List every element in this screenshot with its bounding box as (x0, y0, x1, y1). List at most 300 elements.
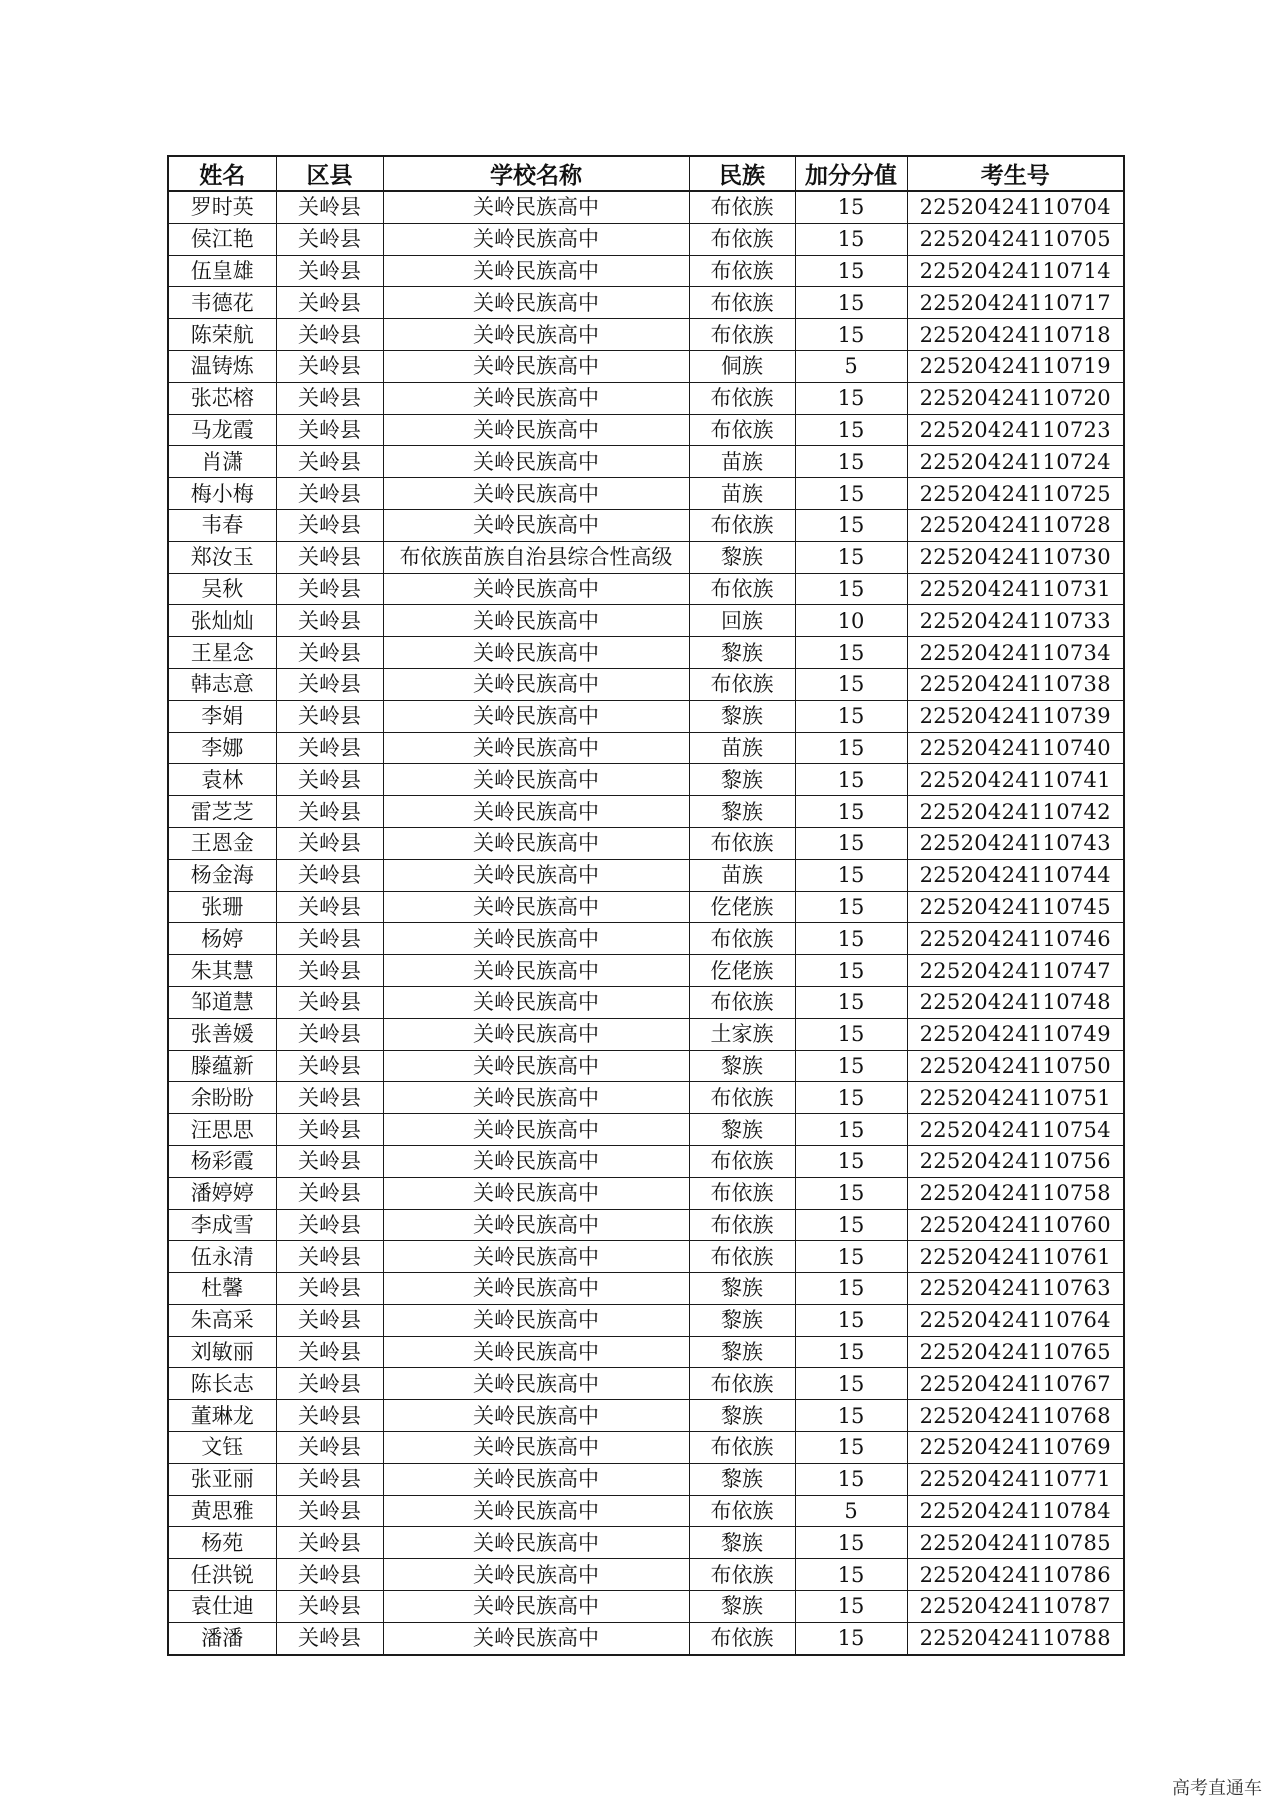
table-row (168, 1304, 1124, 1336)
column-header-bonus: 加分分值 (795, 156, 907, 191)
cell-ethnicity: 布依族 (689, 1082, 795, 1114)
cell-name: 梅小梅 (168, 478, 276, 510)
cell-name: 陈长志 (168, 1368, 276, 1400)
cell-exam-id: 22520424110720 (907, 382, 1124, 414)
cell-ethnicity: 布依族 (689, 1241, 795, 1273)
cell-ethnicity: 布依族 (689, 287, 795, 319)
cell-bonus: 15 (795, 255, 907, 287)
cell-county: 关岭县 (276, 1304, 383, 1336)
cell-bonus: 15 (795, 891, 907, 923)
column-header-county: 区县 (276, 156, 383, 191)
cell-school: 关岭民族高中 (383, 1082, 689, 1114)
cell-bonus: 15 (795, 1304, 907, 1336)
cell-exam-id: 22520424110756 (907, 1145, 1124, 1177)
table-row (168, 923, 1124, 955)
cell-exam-id: 22520424110749 (907, 1018, 1124, 1050)
cell-county: 关岭县 (276, 605, 383, 637)
cell-exam-id: 22520424110786 (907, 1559, 1124, 1591)
cell-ethnicity: 布依族 (689, 1622, 795, 1654)
cell-exam-id: 22520424110748 (907, 986, 1124, 1018)
cell-school: 关岭民族高中 (383, 1177, 689, 1209)
table-row (168, 637, 1124, 669)
table-row (168, 191, 1124, 223)
table-row (168, 859, 1124, 891)
cell-school: 关岭民族高中 (383, 1209, 689, 1241)
cell-exam-id: 22520424110761 (907, 1241, 1124, 1273)
table-row (168, 986, 1124, 1018)
cell-bonus: 15 (795, 1018, 907, 1050)
cell-ethnicity: 黎族 (689, 1400, 795, 1432)
cell-bonus: 15 (795, 541, 907, 573)
cell-name: 潘潘 (168, 1622, 276, 1654)
cell-county: 关岭县 (276, 478, 383, 510)
table-row (168, 668, 1124, 700)
cell-county: 关岭县 (276, 446, 383, 478)
watermark: 高考直通车 (1172, 1778, 1262, 1799)
cell-school: 关岭民族高中 (383, 382, 689, 414)
cell-bonus: 15 (795, 1145, 907, 1177)
cell-county: 关岭县 (276, 287, 383, 319)
cell-name: 杨彩霞 (168, 1145, 276, 1177)
cell-name: 李娜 (168, 732, 276, 764)
cell-exam-id: 22520424110750 (907, 1050, 1124, 1082)
cell-exam-id: 22520424110744 (907, 859, 1124, 891)
cell-county: 关岭县 (276, 1145, 383, 1177)
cell-exam-id: 22520424110764 (907, 1304, 1124, 1336)
cell-exam-id: 22520424110767 (907, 1368, 1124, 1400)
cell-bonus: 15 (795, 637, 907, 669)
cell-bonus: 15 (795, 1400, 907, 1432)
cell-county: 关岭县 (276, 891, 383, 923)
cell-exam-id: 22520424110725 (907, 478, 1124, 510)
cell-school: 关岭民族高中 (383, 796, 689, 828)
cell-name: 肖潇 (168, 446, 276, 478)
cell-name: 张灿灿 (168, 605, 276, 637)
cell-ethnicity: 黎族 (689, 637, 795, 669)
cell-bonus: 15 (795, 732, 907, 764)
cell-school: 关岭民族高中 (383, 478, 689, 510)
cell-exam-id: 22520424110754 (907, 1114, 1124, 1146)
cell-bonus: 15 (795, 1114, 907, 1146)
cell-bonus: 15 (795, 1177, 907, 1209)
cell-county: 关岭县 (276, 509, 383, 541)
cell-county: 关岭县 (276, 1591, 383, 1623)
cell-exam-id: 22520424110719 (907, 350, 1124, 382)
table-row (168, 700, 1124, 732)
cell-ethnicity: 黎族 (689, 700, 795, 732)
cell-school: 关岭民族高中 (383, 605, 689, 637)
cell-school: 关岭民族高中 (383, 732, 689, 764)
table-row (168, 573, 1124, 605)
cell-name: 韦春 (168, 509, 276, 541)
cell-name: 黄思雅 (168, 1495, 276, 1527)
cell-name: 雷芝芝 (168, 796, 276, 828)
cell-county: 关岭县 (276, 1400, 383, 1432)
cell-county: 关岭县 (276, 1527, 383, 1559)
table-row (168, 1273, 1124, 1305)
cell-ethnicity: 布依族 (689, 1368, 795, 1400)
cell-county: 关岭县 (276, 319, 383, 351)
table-row (168, 446, 1124, 478)
cell-exam-id: 22520424110705 (907, 223, 1124, 255)
cell-ethnicity: 黎族 (689, 1304, 795, 1336)
cell-county: 关岭县 (276, 1432, 383, 1464)
cell-ethnicity: 布依族 (689, 986, 795, 1018)
column-header-ethnicity: 民族 (689, 156, 795, 191)
cell-county: 关岭县 (276, 541, 383, 573)
cell-ethnicity: 布依族 (689, 1209, 795, 1241)
cell-exam-id: 22520424110771 (907, 1463, 1124, 1495)
table-row (168, 1336, 1124, 1368)
cell-exam-id: 22520424110745 (907, 891, 1124, 923)
table-row (168, 1050, 1124, 1082)
cell-county: 关岭县 (276, 1241, 383, 1273)
cell-school: 关岭民族高中 (383, 287, 689, 319)
cell-exam-id: 22520424110739 (907, 700, 1124, 732)
cell-ethnicity: 黎族 (689, 1591, 795, 1623)
cell-school: 关岭民族高中 (383, 509, 689, 541)
cell-exam-id: 22520424110704 (907, 191, 1124, 223)
table-row (168, 382, 1124, 414)
cell-exam-id: 22520424110769 (907, 1432, 1124, 1464)
cell-ethnicity: 苗族 (689, 446, 795, 478)
cell-school: 关岭民族高中 (383, 637, 689, 669)
cell-ethnicity: 苗族 (689, 732, 795, 764)
cell-bonus: 15 (795, 1622, 907, 1654)
cell-bonus: 15 (795, 923, 907, 955)
cell-county: 关岭县 (276, 764, 383, 796)
cell-school: 关岭民族高中 (383, 764, 689, 796)
cell-school: 关岭民族高中 (383, 1050, 689, 1082)
cell-school: 关岭民族高中 (383, 955, 689, 987)
cell-school: 布依族苗族自治县综合性高级 (383, 541, 689, 573)
cell-name: 温铸炼 (168, 350, 276, 382)
cell-exam-id: 22520424110784 (907, 1495, 1124, 1527)
cell-exam-id: 22520424110731 (907, 573, 1124, 605)
cell-county: 关岭县 (276, 573, 383, 605)
cell-name: 王星念 (168, 637, 276, 669)
cell-bonus: 15 (795, 1368, 907, 1400)
cell-bonus: 15 (795, 1591, 907, 1623)
cell-school: 关岭民族高中 (383, 573, 689, 605)
cell-school: 关岭民族高中 (383, 859, 689, 891)
table-row (168, 1432, 1124, 1464)
cell-name: 余盼盼 (168, 1082, 276, 1114)
cell-county: 关岭县 (276, 859, 383, 891)
cell-bonus: 15 (795, 859, 907, 891)
cell-ethnicity: 布依族 (689, 509, 795, 541)
cell-ethnicity: 黎族 (689, 1336, 795, 1368)
cell-county: 关岭县 (276, 1050, 383, 1082)
cell-ethnicity: 布依族 (689, 223, 795, 255)
table-row (168, 891, 1124, 923)
cell-school: 关岭民族高中 (383, 446, 689, 478)
cell-name: 张芯榕 (168, 382, 276, 414)
cell-county: 关岭县 (276, 1463, 383, 1495)
cell-county: 关岭县 (276, 986, 383, 1018)
cell-county: 关岭县 (276, 191, 383, 223)
cell-bonus: 15 (795, 1050, 907, 1082)
table-row (168, 319, 1124, 351)
cell-school: 关岭民族高中 (383, 1114, 689, 1146)
cell-bonus: 15 (795, 287, 907, 319)
cell-exam-id: 22520424110788 (907, 1622, 1124, 1654)
cell-name: 潘婷婷 (168, 1177, 276, 1209)
cell-bonus: 15 (795, 796, 907, 828)
cell-name: 袁仕迪 (168, 1591, 276, 1623)
cell-exam-id: 22520424110728 (907, 509, 1124, 541)
table-row (168, 1368, 1124, 1400)
cell-county: 关岭县 (276, 827, 383, 859)
cell-county: 关岭县 (276, 796, 383, 828)
cell-school: 关岭民族高中 (383, 191, 689, 223)
table-row (168, 827, 1124, 859)
cell-name: 袁林 (168, 764, 276, 796)
cell-ethnicity: 布依族 (689, 1145, 795, 1177)
cell-ethnicity: 布依族 (689, 1559, 795, 1591)
table-row (168, 1622, 1124, 1654)
cell-school: 关岭民族高中 (383, 1273, 689, 1305)
cell-name: 杨苑 (168, 1527, 276, 1559)
cell-bonus: 15 (795, 223, 907, 255)
cell-county: 关岭县 (276, 732, 383, 764)
cell-school: 关岭民族高中 (383, 414, 689, 446)
cell-county: 关岭县 (276, 382, 383, 414)
cell-exam-id: 22520424110758 (907, 1177, 1124, 1209)
cell-exam-id: 22520424110733 (907, 605, 1124, 637)
table-row (168, 1559, 1124, 1591)
table-header (168, 156, 1124, 191)
cell-school: 关岭民族高中 (383, 986, 689, 1018)
cell-name: 郑汝玉 (168, 541, 276, 573)
cell-bonus: 15 (795, 700, 907, 732)
cell-bonus: 15 (795, 1527, 907, 1559)
cell-ethnicity: 黎族 (689, 1463, 795, 1495)
cell-school: 关岭民族高中 (383, 923, 689, 955)
cell-ethnicity: 仡佬族 (689, 955, 795, 987)
cell-bonus: 15 (795, 446, 907, 478)
table-row (168, 1400, 1124, 1432)
cell-school: 关岭民族高中 (383, 1368, 689, 1400)
table-row (168, 1463, 1124, 1495)
cell-name: 邹道慧 (168, 986, 276, 1018)
cell-bonus: 15 (795, 1241, 907, 1273)
cell-bonus: 15 (795, 764, 907, 796)
cell-exam-id: 22520424110741 (907, 764, 1124, 796)
cell-bonus: 5 (795, 1495, 907, 1527)
cell-exam-id: 22520424110768 (907, 1400, 1124, 1432)
cell-county: 关岭县 (276, 1622, 383, 1654)
table-row (168, 796, 1124, 828)
cell-exam-id: 22520424110738 (907, 668, 1124, 700)
cell-exam-id: 22520424110751 (907, 1082, 1124, 1114)
table-row (168, 1241, 1124, 1273)
cell-ethnicity: 布依族 (689, 255, 795, 287)
cell-ethnicity: 布依族 (689, 1432, 795, 1464)
cell-county: 关岭县 (276, 1018, 383, 1050)
cell-exam-id: 22520424110785 (907, 1527, 1124, 1559)
table-row (168, 1591, 1124, 1623)
cell-bonus: 15 (795, 1273, 907, 1305)
cell-exam-id: 22520424110717 (907, 287, 1124, 319)
cell-name: 王恩金 (168, 827, 276, 859)
cell-ethnicity: 布依族 (689, 414, 795, 446)
cell-bonus: 15 (795, 382, 907, 414)
cell-bonus: 15 (795, 1082, 907, 1114)
cell-school: 关岭民族高中 (383, 827, 689, 859)
cell-name: 李成雪 (168, 1209, 276, 1241)
cell-name: 陈荣航 (168, 319, 276, 351)
cell-exam-id: 22520424110743 (907, 827, 1124, 859)
cell-school: 关岭民族高中 (383, 1145, 689, 1177)
cell-name: 张亚丽 (168, 1463, 276, 1495)
cell-name: 伍永清 (168, 1241, 276, 1273)
table-row (168, 955, 1124, 987)
cell-exam-id: 22520424110747 (907, 955, 1124, 987)
cell-bonus: 5 (795, 350, 907, 382)
cell-school: 关岭民族高中 (383, 255, 689, 287)
cell-ethnicity: 黎族 (689, 1050, 795, 1082)
cell-school: 关岭民族高中 (383, 1432, 689, 1464)
cell-exam-id: 22520424110714 (907, 255, 1124, 287)
table-row (168, 509, 1124, 541)
cell-exam-id: 22520424110787 (907, 1591, 1124, 1623)
cell-name: 朱高采 (168, 1304, 276, 1336)
cell-school: 关岭民族高中 (383, 891, 689, 923)
cell-name: 张珊 (168, 891, 276, 923)
cell-bonus: 15 (795, 573, 907, 605)
table-row (168, 1209, 1124, 1241)
cell-exam-id: 22520424110730 (907, 541, 1124, 573)
cell-ethnicity: 黎族 (689, 764, 795, 796)
cell-exam-id: 22520424110746 (907, 923, 1124, 955)
cell-county: 关岭县 (276, 1177, 383, 1209)
cell-name: 侯江艳 (168, 223, 276, 255)
cell-ethnicity: 黎族 (689, 541, 795, 573)
cell-name: 马龙霞 (168, 414, 276, 446)
cell-name: 刘敏丽 (168, 1336, 276, 1368)
cell-bonus: 15 (795, 668, 907, 700)
cell-school: 关岭民族高中 (383, 1304, 689, 1336)
cell-school: 关岭民族高中 (383, 319, 689, 351)
cell-bonus: 15 (795, 1336, 907, 1368)
cell-bonus: 15 (795, 319, 907, 351)
cell-name: 董琳龙 (168, 1400, 276, 1432)
cell-name: 滕蕴新 (168, 1050, 276, 1082)
cell-name: 杨金海 (168, 859, 276, 891)
table-row (168, 1082, 1124, 1114)
candidate-table (167, 155, 1125, 1656)
cell-school: 关岭民族高中 (383, 1400, 689, 1432)
cell-ethnicity: 土家族 (689, 1018, 795, 1050)
table-row (168, 1018, 1124, 1050)
cell-exam-id: 22520424110724 (907, 446, 1124, 478)
cell-name: 任洪锐 (168, 1559, 276, 1591)
table-row (168, 287, 1124, 319)
cell-exam-id: 22520424110740 (907, 732, 1124, 764)
cell-school: 关岭民族高中 (383, 1463, 689, 1495)
cell-ethnicity: 布依族 (689, 319, 795, 351)
cell-county: 关岭县 (276, 350, 383, 382)
cell-county: 关岭县 (276, 1209, 383, 1241)
cell-bonus: 10 (795, 605, 907, 637)
cell-ethnicity: 黎族 (689, 1114, 795, 1146)
cell-county: 关岭县 (276, 223, 383, 255)
cell-ethnicity: 布依族 (689, 1177, 795, 1209)
table-row (168, 223, 1124, 255)
cell-name: 吴秋 (168, 573, 276, 605)
cell-exam-id: 22520424110742 (907, 796, 1124, 828)
table-row (168, 541, 1124, 573)
cell-ethnicity: 苗族 (689, 859, 795, 891)
cell-county: 关岭县 (276, 414, 383, 446)
cell-school: 关岭民族高中 (383, 1527, 689, 1559)
table-row (168, 350, 1124, 382)
cell-exam-id: 22520424110760 (907, 1209, 1124, 1241)
cell-county: 关岭县 (276, 1368, 383, 1400)
cell-name: 韩志意 (168, 668, 276, 700)
cell-school: 关岭民族高中 (383, 668, 689, 700)
cell-bonus: 15 (795, 478, 907, 510)
cell-ethnicity: 黎族 (689, 796, 795, 828)
cell-ethnicity: 黎族 (689, 1273, 795, 1305)
cell-name: 杜馨 (168, 1273, 276, 1305)
cell-county: 关岭县 (276, 1559, 383, 1591)
cell-school: 关岭民族高中 (383, 1241, 689, 1273)
cell-name: 朱其慧 (168, 955, 276, 987)
cell-bonus: 15 (795, 1559, 907, 1591)
header-row (168, 156, 1124, 191)
cell-ethnicity: 苗族 (689, 478, 795, 510)
cell-name: 伍皇雄 (168, 255, 276, 287)
table-row (168, 478, 1124, 510)
table-row (168, 732, 1124, 764)
cell-bonus: 15 (795, 827, 907, 859)
cell-bonus: 15 (795, 191, 907, 223)
cell-bonus: 15 (795, 1463, 907, 1495)
table-row (168, 1495, 1124, 1527)
cell-name: 文钰 (168, 1432, 276, 1464)
table-row (168, 764, 1124, 796)
cell-ethnicity: 布依族 (689, 923, 795, 955)
cell-exam-id: 22520424110765 (907, 1336, 1124, 1368)
cell-name: 韦德花 (168, 287, 276, 319)
cell-county: 关岭县 (276, 1082, 383, 1114)
cell-bonus: 15 (795, 509, 907, 541)
cell-ethnicity: 黎族 (689, 1527, 795, 1559)
cell-bonus: 15 (795, 1432, 907, 1464)
cell-county: 关岭县 (276, 1336, 383, 1368)
cell-county: 关岭县 (276, 700, 383, 732)
cell-name: 罗时英 (168, 191, 276, 223)
table-body (168, 191, 1124, 1655)
cell-school: 关岭民族高中 (383, 1622, 689, 1654)
cell-ethnicity: 回族 (689, 605, 795, 637)
cell-bonus: 15 (795, 414, 907, 446)
cell-county: 关岭县 (276, 955, 383, 987)
cell-ethnicity: 布依族 (689, 1495, 795, 1527)
cell-county: 关岭县 (276, 1273, 383, 1305)
cell-school: 关岭民族高中 (383, 1559, 689, 1591)
cell-ethnicity: 布依族 (689, 191, 795, 223)
cell-exam-id: 22520424110718 (907, 319, 1124, 351)
cell-name: 杨婷 (168, 923, 276, 955)
table-row (168, 255, 1124, 287)
cell-county: 关岭县 (276, 255, 383, 287)
table-row (168, 605, 1124, 637)
cell-exam-id: 22520424110734 (907, 637, 1124, 669)
cell-school: 关岭民族高中 (383, 1591, 689, 1623)
